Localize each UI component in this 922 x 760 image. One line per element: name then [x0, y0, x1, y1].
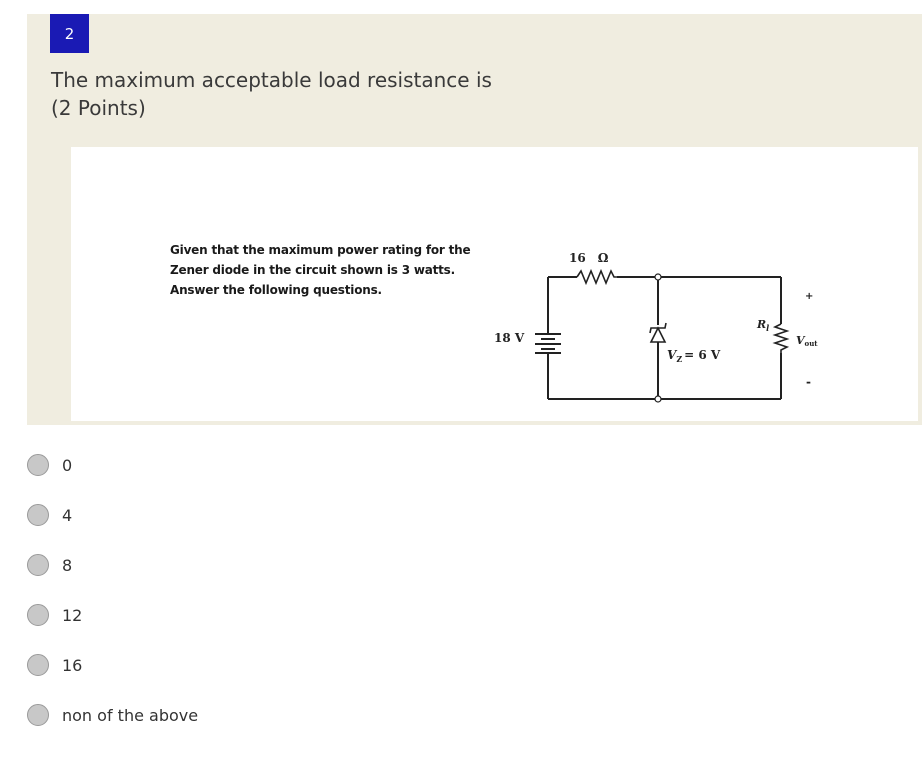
option-4[interactable]: [27, 500, 427, 530]
zener-circuit-diagram: [71, 147, 918, 421]
radio-button[interactable]: [27, 654, 49, 676]
radio-button[interactable]: [27, 554, 49, 576]
option-8[interactable]: [27, 550, 427, 580]
vout-plus-label: +: [805, 291, 814, 302]
option-label: 16: [62, 655, 83, 675]
resistor-value-label: 16 Ω: [569, 251, 609, 265]
given-line: Zener diode in the circuit shown is 3 watts.: [170, 263, 455, 277]
option-label: non of the above: [62, 705, 199, 725]
given-line: Given that the maximum power rating for the: [170, 243, 471, 257]
vout-minus-label: -: [806, 375, 811, 389]
option-label: 12: [62, 605, 83, 625]
zener-voltage-label: $V_Z = 6$ V: [667, 348, 721, 364]
option-label: 4: [62, 505, 73, 525]
option-0[interactable]: [27, 450, 427, 480]
radio-button[interactable]: [27, 704, 49, 726]
radio-button[interactable]: [27, 454, 49, 476]
question-image: [71, 147, 918, 421]
series-resistor-symbol: [577, 271, 617, 283]
option-16[interactable]: [27, 650, 427, 680]
option-none[interactable]: [27, 700, 427, 730]
source-voltage-label: 18 V: [494, 331, 525, 345]
option-label: 8: [62, 555, 73, 575]
vout-label: Vout: [796, 334, 818, 348]
zener-diode-symbol: [650, 323, 666, 342]
load-resistor-symbol: [775, 324, 787, 353]
load-resistor-label: $R_l$: [757, 318, 770, 333]
question-title: The maximum acceptable load resistance is: [51, 68, 492, 92]
option-12[interactable]: [27, 600, 427, 630]
radio-button[interactable]: [27, 604, 49, 626]
question-header: [27, 14, 922, 147]
question-number-badge: 2: [50, 14, 89, 53]
question-points: (2 Points): [51, 96, 146, 120]
battery-symbol: [535, 334, 561, 353]
given-line: Answer the following questions.: [170, 283, 382, 297]
option-label: 0: [62, 455, 73, 475]
question-image-frame: [27, 147, 922, 425]
radio-button[interactable]: [27, 504, 49, 526]
